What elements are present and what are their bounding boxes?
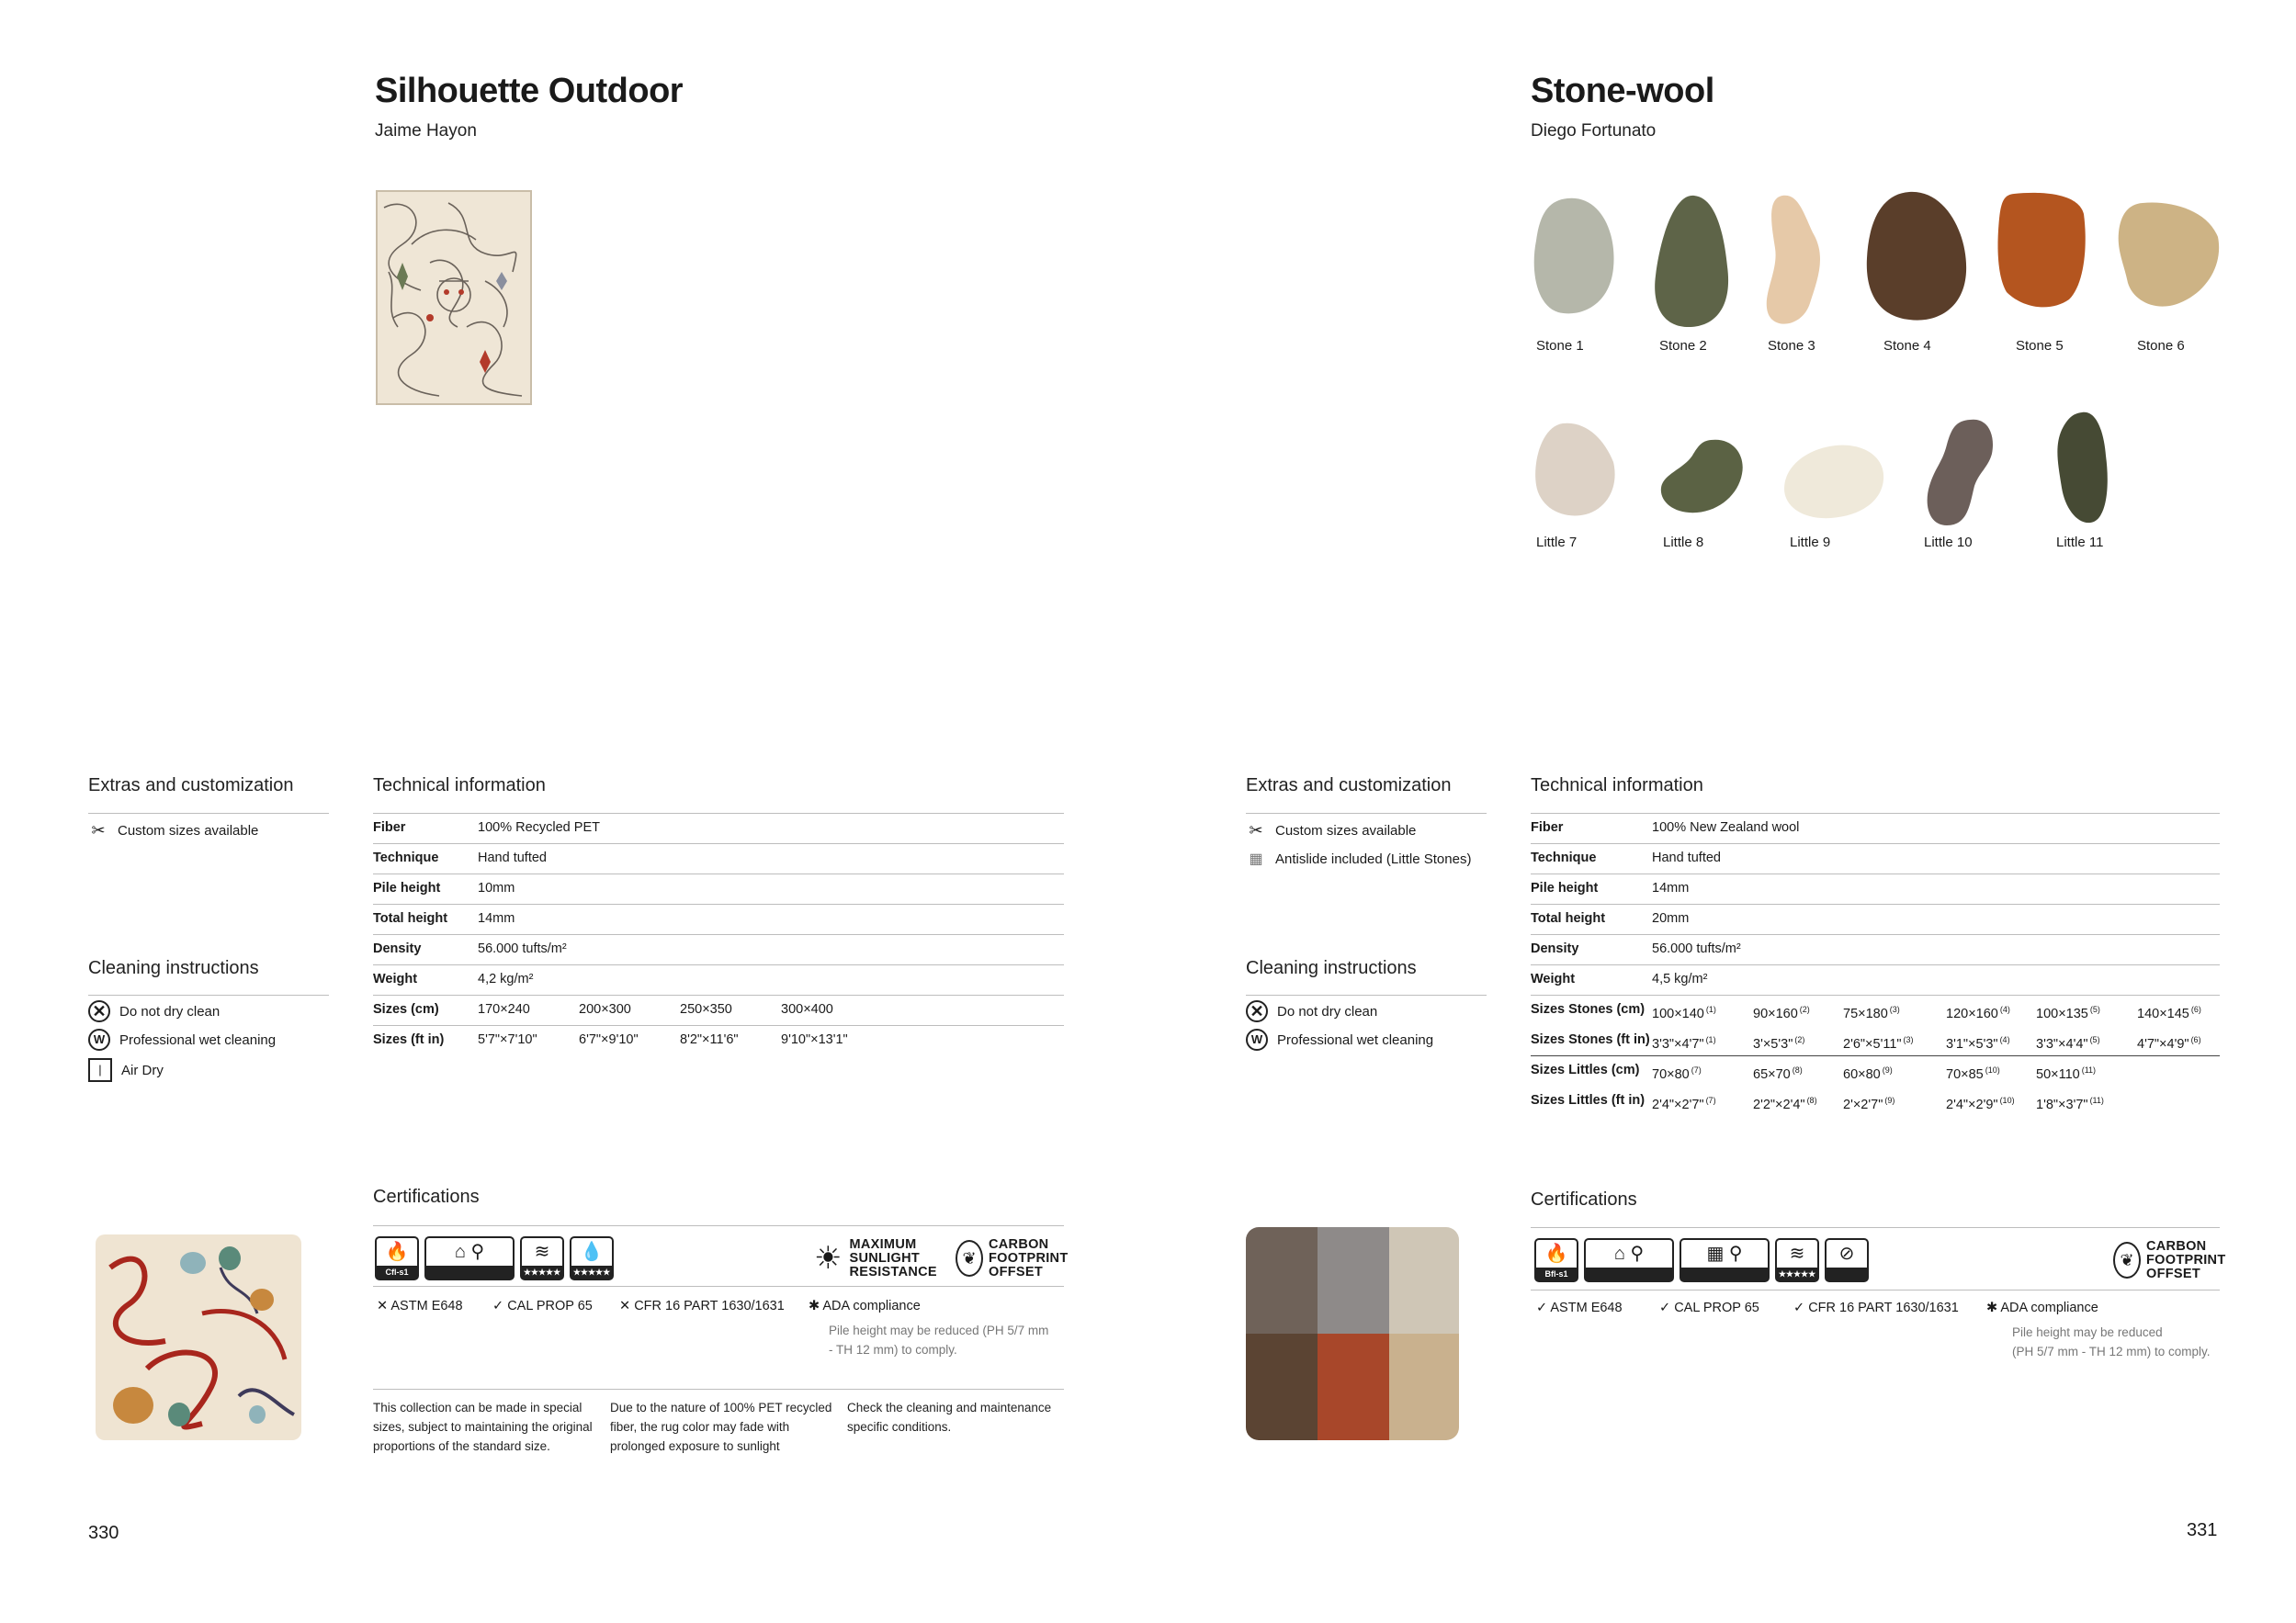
product-title-right: Stone-wool	[1531, 72, 1714, 110]
page-number-left: 330	[88, 1523, 119, 1543]
size-value: 170×240	[478, 1002, 530, 1017]
silhouette-swatch-image	[92, 1231, 305, 1444]
size-text: 100×135	[2036, 1007, 2088, 1021]
tech-label: Weight	[373, 972, 418, 986]
product-title-left: Silhouette Outdoor	[375, 72, 684, 110]
cleaning-item-dry-clean	[88, 999, 220, 1023]
tech-heading-left: Technical information	[373, 775, 546, 795]
size-text: 140×145	[2137, 1007, 2189, 1021]
commercial-usage-icon: ▦ ⚲	[1680, 1238, 1770, 1282]
little-8-label: Little 8	[1663, 535, 1704, 550]
stone-5-image	[1996, 191, 2087, 310]
tech-row	[1531, 934, 2220, 964]
note-line: Pile height may be reduced	[2012, 1325, 2163, 1339]
note-line: fiber, the rug color may fade with	[610, 1420, 790, 1434]
note-line: (PH 5/7 mm - TH 12 mm) to comply.	[2012, 1345, 2211, 1358]
note-line: proportions of the standard size.	[373, 1439, 550, 1453]
tech-row	[1531, 843, 2220, 873]
tech-label: Sizes (cm)	[373, 1002, 439, 1017]
cert-item-label: CAL PROP 65	[507, 1299, 593, 1313]
stone-5-label: Stone 5	[2016, 338, 2064, 354]
size-text: 3'1"×5'3"	[1946, 1037, 1998, 1052]
size-text: 70×80	[1652, 1067, 1690, 1082]
tech-row	[373, 964, 1064, 995]
tech-row-sizes-ft	[373, 1025, 1064, 1055]
note-line: prolonged exposure to sunlight	[610, 1439, 780, 1453]
extras-item-label: Custom sizes available	[118, 822, 259, 839]
stone-1-image	[1531, 195, 1619, 320]
size-text: 3'3"×4'4"	[2036, 1037, 2088, 1052]
cross-icon: ✕	[619, 1299, 631, 1313]
cert-item-cal-prop	[492, 1299, 593, 1313]
tech-label: Weight	[1531, 972, 1576, 986]
size-value	[1652, 1086, 1716, 1121]
do-not-dry-clean-icon: ✕	[1246, 1000, 1268, 1022]
size-value	[1946, 1086, 2015, 1121]
size-index: (10)	[1985, 1065, 2000, 1075]
tech-table-left	[373, 813, 1064, 1055]
tech-value: 56.000 tufts/m²	[478, 941, 567, 956]
extras-heading-right: Extras and customization	[1246, 775, 1452, 795]
extras-item-custom-sizes	[88, 819, 258, 841]
note-line: Check the cleaning and maintenance	[847, 1401, 1052, 1414]
little-7-image	[1531, 421, 1619, 518]
note-line: Due to the nature of 100% PET recycled	[610, 1401, 832, 1414]
tech-row-sizes	[1531, 1055, 2220, 1086]
stone-2-label: Stone 2	[1659, 338, 1707, 354]
cert-item-cal-prop	[1659, 1301, 1759, 1315]
professional-wet-cleaning-icon: W	[88, 1029, 110, 1051]
note-cleaning	[847, 1398, 1051, 1437]
tech-value: 20mm	[1652, 911, 1690, 926]
stone-4-image	[1863, 189, 1970, 323]
extras-heading-left: Extras and customization	[88, 775, 294, 795]
tech-value: 56.000 tufts/m²	[1652, 941, 1741, 956]
note-line: - TH 12 mm) to comply.	[829, 1343, 957, 1357]
flammability-icon: 🔥 Cfl-s1	[375, 1236, 419, 1280]
size-text: 2'6"×5'11"	[1843, 1037, 1902, 1052]
tech-value: 10mm	[478, 881, 515, 896]
size-index: (11)	[2081, 1065, 2097, 1075]
size-value: 8'2"×11'6"	[680, 1032, 739, 1047]
cert-item-label: ADA compliance	[2000, 1301, 2098, 1315]
size-index: (8)	[1792, 1065, 1803, 1075]
sun-icon: ☀	[814, 1241, 843, 1276]
size-text: 50×110	[2036, 1067, 2080, 1082]
check-icon: ✓	[492, 1299, 504, 1313]
cert-item-label: ASTM E648	[390, 1299, 463, 1313]
cert-item-astm	[1536, 1301, 1623, 1315]
stone-1-label: Stone 1	[1536, 338, 1584, 354]
tech-table-right	[1531, 813, 2220, 1121]
size-text: 2'2"×2'4"	[1753, 1098, 1805, 1112]
size-text: 75×180	[1843, 1007, 1888, 1021]
stone-3-label: Stone 3	[1768, 338, 1815, 354]
badge-text: OFFSET	[2146, 1266, 2200, 1281]
note-line: Pile height may be reduced (PH 5/7 mm	[829, 1324, 1049, 1337]
note-line: sizes, subject to maintaining the original	[373, 1420, 593, 1434]
cross-icon: ✕	[377, 1299, 389, 1313]
size-text: 100×140	[1652, 1007, 1704, 1021]
badge-text: FOOTPRINT	[2146, 1252, 2226, 1268]
tech-label: Total height	[1531, 911, 1606, 926]
stone-4-label: Stone 4	[1883, 338, 1931, 354]
cleaning-item-label: Do not dry clean	[119, 1003, 221, 1020]
divider	[1531, 1227, 2220, 1228]
size-index: (2)	[1799, 1005, 1810, 1014]
tech-label: Pile height	[1531, 881, 1599, 896]
sunlight-resistance-badge	[814, 1236, 937, 1280]
size-index: (7)	[1705, 1096, 1716, 1105]
cleaning-item-label: Professional wet cleaning	[1277, 1031, 1434, 1048]
extras-item-label: Custom sizes available	[1275, 822, 1417, 839]
tech-label: Technique	[373, 851, 439, 865]
leaf-icon: ❦	[2113, 1242, 2141, 1279]
cert-heading-left: Certifications	[373, 1187, 480, 1207]
tech-label: Total height	[373, 911, 448, 926]
size-text: 90×160	[1753, 1007, 1798, 1021]
littles-row	[1531, 410, 2214, 566]
tech-row	[373, 934, 1064, 964]
little-11-image	[2053, 410, 2113, 527]
divider	[1246, 813, 1487, 814]
cert-item-ada	[1986, 1301, 2098, 1315]
cleaning-item-dry-clean	[1246, 999, 1377, 1023]
cert-item-ada	[809, 1299, 921, 1313]
size-value	[1753, 1086, 1817, 1121]
size-index: (5)	[2089, 1005, 2100, 1014]
tech-value: 4,2 kg/m²	[478, 972, 534, 986]
asterisk-icon: ✱	[809, 1299, 820, 1313]
badge-text: FOOTPRINT	[989, 1250, 1069, 1266]
flammability-icon: 🔥 Bfl-s1	[1534, 1238, 1578, 1282]
size-value: 250×350	[680, 1002, 732, 1017]
wear-resistance-icon: ≋ ★★★★★	[520, 1236, 564, 1280]
extras-item-label: Antislide included (Little Stones)	[1275, 851, 1472, 867]
tech-value: Hand tufted	[478, 851, 547, 865]
extras-item-antislide	[1246, 848, 1471, 870]
little-8-image	[1656, 437, 1747, 516]
size-text: 3'3"×4'7"	[1652, 1037, 1704, 1052]
cert-icon-group-left	[375, 1236, 623, 1280]
divider	[1246, 995, 1487, 996]
badge-text: SUNLIGHT	[849, 1250, 920, 1266]
tech-label: Density	[1531, 941, 1579, 956]
cleaning-heading-right: Cleaning instructions	[1246, 958, 1417, 978]
tech-value: 100% Recycled PET	[478, 820, 600, 835]
page-number-right: 331	[2187, 1520, 2218, 1540]
moisture-resistance-icon: 💧 ★★★★★	[570, 1236, 614, 1280]
size-index: (6)	[2190, 1035, 2201, 1044]
divider	[88, 813, 329, 814]
size-text: 2'4"×2'9"	[1946, 1098, 1998, 1112]
cleaning-item-label: Professional wet cleaning	[119, 1031, 277, 1048]
tech-value: 4,5 kg/m²	[1652, 972, 1708, 986]
divider	[1531, 1290, 2220, 1291]
size-text: 4'7"×4'9"	[2137, 1037, 2189, 1052]
stone-wool-swatch-image	[1240, 1222, 1465, 1446]
stone-3-image	[1762, 193, 1827, 331]
professional-wet-cleaning-icon: W	[1246, 1029, 1268, 1051]
size-text: 2'×2'7"	[1843, 1098, 1883, 1112]
size-value	[1843, 1086, 1894, 1121]
little-9-label: Little 9	[1790, 535, 1831, 550]
room-usage-icon: ⌂ ⚲	[1584, 1238, 1674, 1282]
room-usage-icon: ⌂ ⚲	[424, 1236, 515, 1280]
tech-row	[1531, 873, 2220, 904]
size-value: 300×400	[781, 1002, 833, 1017]
tech-value: 100% New Zealand wool	[1652, 820, 1800, 835]
tech-label: Sizes Littles (ft in)	[1531, 1093, 1646, 1108]
cert-item-label: CAL PROP 65	[1674, 1301, 1759, 1315]
check-icon: ✓	[1536, 1301, 1548, 1315]
cert-item-label: ADA compliance	[822, 1299, 921, 1313]
tech-row	[373, 873, 1064, 904]
cleaning-item-label: Air Dry	[121, 1062, 164, 1078]
antislide-grid-icon: ▦	[1249, 851, 1263, 867]
size-index: (7)	[1691, 1065, 1702, 1075]
carbon-offset-badge-left	[956, 1236, 1068, 1280]
do-not-dry-clean-icon: ✕	[88, 1000, 110, 1022]
tech-label: Sizes Stones (cm)	[1531, 1002, 1646, 1017]
badge-text: MAXIMUM	[849, 1236, 917, 1252]
cleaning-item-wet	[88, 1028, 276, 1052]
tech-row-sizes-cm	[373, 995, 1064, 1025]
tech-row	[1531, 813, 2220, 843]
designer-name-left: Jaime Hayon	[375, 121, 477, 141]
tech-row	[373, 904, 1064, 934]
size-text: 1'8"×3'7"	[2036, 1098, 2088, 1112]
size-index: (4)	[1999, 1005, 2010, 1014]
size-index: (1)	[1705, 1035, 1716, 1044]
extras-item-custom-sizes	[1246, 819, 1416, 841]
size-index: (2)	[1794, 1035, 1805, 1044]
size-value: 200×300	[579, 1002, 631, 1017]
tech-label: Sizes (ft in)	[373, 1032, 445, 1047]
size-text: 60×80	[1843, 1067, 1881, 1082]
air-dry-icon: |	[88, 1058, 112, 1082]
cert-item-cfr	[619, 1299, 785, 1313]
little-11-label: Little 11	[2056, 535, 2104, 550]
wear-resistance-icon: ≋ ★★★★★	[1775, 1238, 1819, 1282]
scissors-icon: ✂	[1249, 820, 1263, 840]
tech-row	[373, 843, 1064, 873]
size-index: (8)	[1806, 1096, 1817, 1105]
size-value: 6'7"×9'10"	[579, 1032, 639, 1047]
little-10-image	[1924, 417, 1997, 529]
check-icon: ✓	[1659, 1301, 1671, 1315]
tech-row-sizes	[1531, 995, 2220, 1025]
size-index: (3)	[1903, 1035, 1914, 1044]
tech-label: Sizes Littles (cm)	[1531, 1063, 1640, 1077]
silhouette-rug-image	[375, 189, 533, 406]
note-custom-sizes	[373, 1398, 593, 1456]
cert-item-label: CFR 16 PART 1630/1631	[1808, 1301, 1959, 1315]
divider	[373, 1225, 1064, 1226]
note-line: This collection can be made in special	[373, 1401, 582, 1414]
size-value: 9'10"×13'1"	[781, 1032, 848, 1047]
divider	[373, 1389, 1064, 1390]
tech-row-sizes	[1531, 1086, 2220, 1116]
tech-row	[1531, 964, 2220, 995]
badge-text: OFFSET	[989, 1264, 1043, 1279]
cert-item-label: CFR 16 PART 1630/1631	[634, 1299, 785, 1313]
size-index: (5)	[2089, 1035, 2100, 1044]
carbon-offset-badge-right	[2113, 1238, 2225, 1282]
tech-heading-right: Technical information	[1531, 775, 1703, 795]
leaf-icon: ❦	[956, 1240, 983, 1277]
size-index: (11)	[2089, 1096, 2104, 1105]
tech-value: 14mm	[478, 911, 515, 926]
size-index: (6)	[2190, 1005, 2201, 1014]
size-index: (3)	[1889, 1005, 1900, 1014]
tech-label: Fiber	[1531, 820, 1564, 835]
tech-row	[1531, 904, 2220, 934]
note-line: specific conditions.	[847, 1420, 952, 1434]
size-text: 3'×5'3"	[1753, 1037, 1793, 1052]
size-text: 120×160	[1946, 1007, 1998, 1021]
badge-text: CARBON	[2146, 1238, 2207, 1254]
size-index: (10)	[1999, 1096, 2015, 1105]
cleaning-item-air-dry	[88, 1057, 164, 1083]
tech-value: Hand tufted	[1652, 851, 1721, 865]
tech-label: Technique	[1531, 851, 1597, 865]
stone-6-image	[2115, 200, 2223, 312]
divider	[373, 1286, 1064, 1287]
cert-item-label: ASTM E648	[1550, 1301, 1623, 1315]
tech-label: Fiber	[373, 820, 406, 835]
size-index: (9)	[1884, 1096, 1895, 1105]
size-index: (4)	[1999, 1035, 2010, 1044]
cert-icon-group-right	[1534, 1238, 1874, 1282]
tech-row-sizes	[1531, 1025, 2220, 1055]
tech-row	[373, 813, 1064, 843]
cleaning-item-wet	[1246, 1028, 1433, 1052]
badge-text: CARBON	[989, 1236, 1049, 1252]
stone-6-label: Stone 6	[2137, 338, 2185, 354]
designer-name-right: Diego Fortunato	[1531, 121, 1657, 141]
badge-text: RESISTANCE	[849, 1264, 937, 1279]
tech-label: Pile height	[373, 881, 441, 896]
check-icon: ✓	[1793, 1301, 1805, 1315]
size-text: 70×85	[1946, 1067, 1984, 1082]
divider	[88, 995, 329, 996]
asterisk-icon: ✱	[1986, 1301, 1998, 1315]
size-value	[2036, 1086, 2104, 1121]
tech-label: Sizes Stones (ft in)	[1531, 1032, 1650, 1047]
little-10-label: Little 10	[1924, 535, 1973, 550]
size-index: (9)	[1882, 1065, 1893, 1075]
tech-value: 14mm	[1652, 881, 1690, 896]
stone-2-image	[1650, 193, 1733, 331]
cert-item-astm	[377, 1299, 463, 1313]
size-index: (1)	[1705, 1005, 1716, 1014]
size-text: 2'4"×2'7"	[1652, 1098, 1704, 1112]
ada-note-left	[829, 1321, 1048, 1359]
ada-note-right	[2012, 1323, 2211, 1361]
size-value: 5'7"×7'10"	[478, 1032, 537, 1047]
little-9-image	[1781, 443, 1887, 522]
cert-item-cfr	[1793, 1301, 1959, 1315]
scissors-icon: ✂	[91, 820, 106, 840]
stones-row	[1531, 189, 2214, 364]
cleaning-heading-left: Cleaning instructions	[88, 958, 259, 978]
little-7-label: Little 7	[1536, 535, 1578, 550]
castor-chair-icon: ⊘	[1825, 1238, 1869, 1282]
cert-heading-right: Certifications	[1531, 1189, 1637, 1210]
note-fade	[610, 1398, 831, 1456]
cleaning-item-label: Do not dry clean	[1277, 1003, 1378, 1020]
tech-label: Density	[373, 941, 422, 956]
size-text: 65×70	[1753, 1067, 1791, 1082]
